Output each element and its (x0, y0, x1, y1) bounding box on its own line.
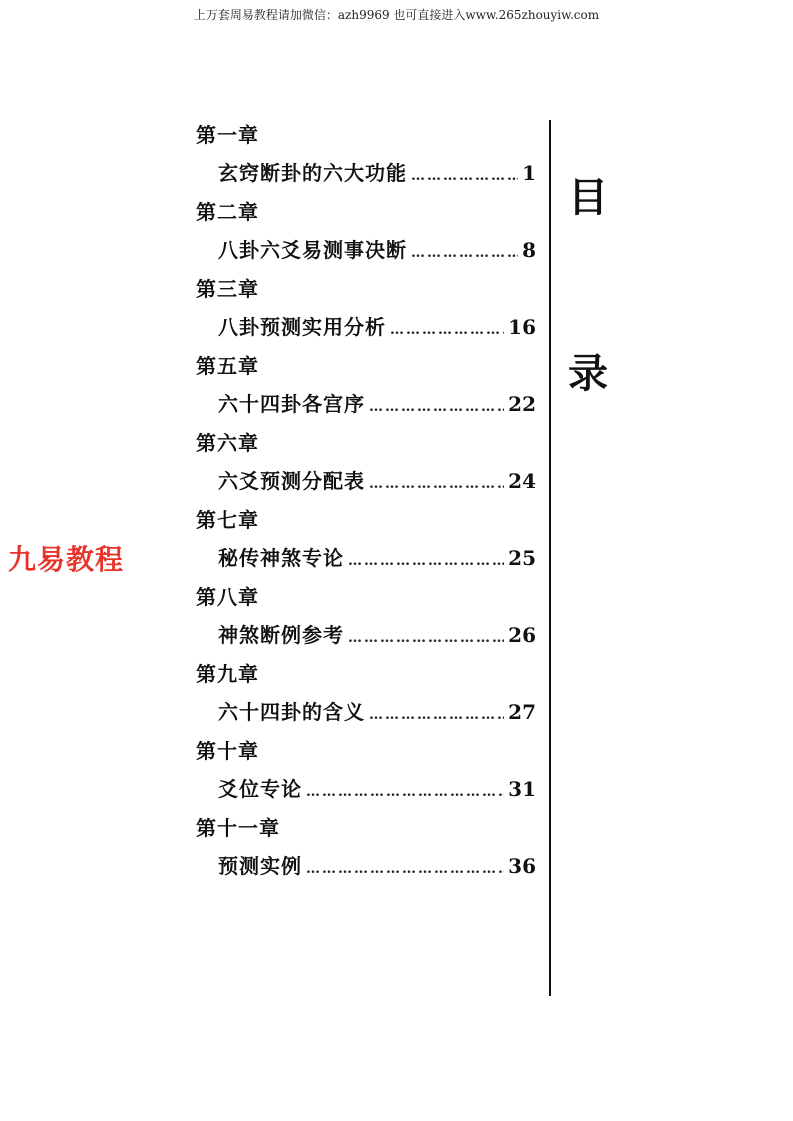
toc-entry-page: 27 (508, 700, 536, 724)
toc-chapter-3: 第三章 (196, 277, 259, 301)
toc-chapter-5: 第五章 (196, 354, 259, 378)
toc-leader-dots (369, 388, 504, 427)
toc-leader-dots (306, 850, 504, 889)
toc-entry-6[interactable] (218, 462, 536, 501)
toc-entry-page: 22 (508, 392, 536, 416)
toc-entry-title: 八卦六爻易测事决断 (218, 238, 407, 262)
toc-entry-page: 31 (508, 777, 536, 801)
toc-leader-dots (369, 465, 504, 504)
toc-entry-5[interactable] (218, 385, 536, 424)
toc-chapter-8: 第八章 (196, 585, 259, 609)
toc-entry-9[interactable] (218, 693, 536, 732)
toc-entry-2[interactable] (218, 231, 536, 270)
toc-leader-dots (348, 619, 504, 658)
watermark-text: 九易教程 (8, 543, 125, 576)
toc-entry-11[interactable] (218, 847, 536, 886)
toc-entry-3[interactable] (218, 308, 536, 347)
toc-entry-page: 36 (508, 854, 536, 878)
toc-entry-page: 8 (522, 238, 536, 262)
toc-entry-title: 八卦预测实用分析 (218, 315, 386, 339)
toc-entry-page: 1 (522, 161, 536, 185)
toc-entry-page: 26 (508, 623, 536, 647)
vertical-divider-rule (549, 120, 551, 996)
toc-entry-title: 六十四卦各宫序 (218, 392, 365, 416)
toc-chapter-1: 第一章 (196, 123, 259, 147)
toc-entry-1[interactable] (218, 154, 536, 193)
toc-chapter-7: 第七章 (196, 508, 259, 532)
toc-chapter-11: 第十一章 (196, 816, 280, 840)
toc-entry-page: 24 (508, 469, 536, 493)
toc-entry-title: 神煞断例参考 (218, 623, 344, 647)
toc-leader-dots (411, 234, 518, 273)
toc-entry-title: 六爻预测分配表 (218, 469, 365, 493)
contents-heading-char-1: 目 (568, 175, 608, 221)
toc-leader-dots (348, 542, 504, 581)
toc-leader-dots (390, 311, 504, 350)
table-of-contents (196, 116, 536, 886)
toc-entry-title: 玄窍断卦的六大功能 (218, 161, 407, 185)
toc-entry-page: 16 (508, 315, 536, 339)
toc-entry-title: 秘传神煞专论 (218, 546, 344, 570)
toc-leader-dots (369, 696, 504, 735)
toc-chapter-2: 第二章 (196, 200, 259, 224)
toc-chapter-10: 第十章 (196, 739, 259, 763)
toc-entry-title: 预测实例 (218, 854, 302, 878)
toc-entry-10[interactable] (218, 770, 536, 809)
toc-entry-page: 25 (508, 546, 536, 570)
toc-chapter-6: 第六章 (196, 431, 259, 455)
toc-entry-title: 爻位专论 (218, 777, 302, 801)
toc-leader-dots (411, 157, 518, 196)
page-header-banner: 上万套周易教程请加微信：azh9969 也可直接进入www.265zhouyiw.com (193, 8, 600, 22)
toc-leader-dots (306, 773, 504, 812)
toc-chapter-9: 第九章 (196, 662, 259, 686)
contents-heading-char-2: 录 (568, 351, 608, 397)
toc-entry-8[interactable] (218, 616, 536, 655)
toc-entry-title: 六十四卦的含义 (218, 700, 365, 724)
toc-entry-7[interactable] (218, 539, 536, 578)
